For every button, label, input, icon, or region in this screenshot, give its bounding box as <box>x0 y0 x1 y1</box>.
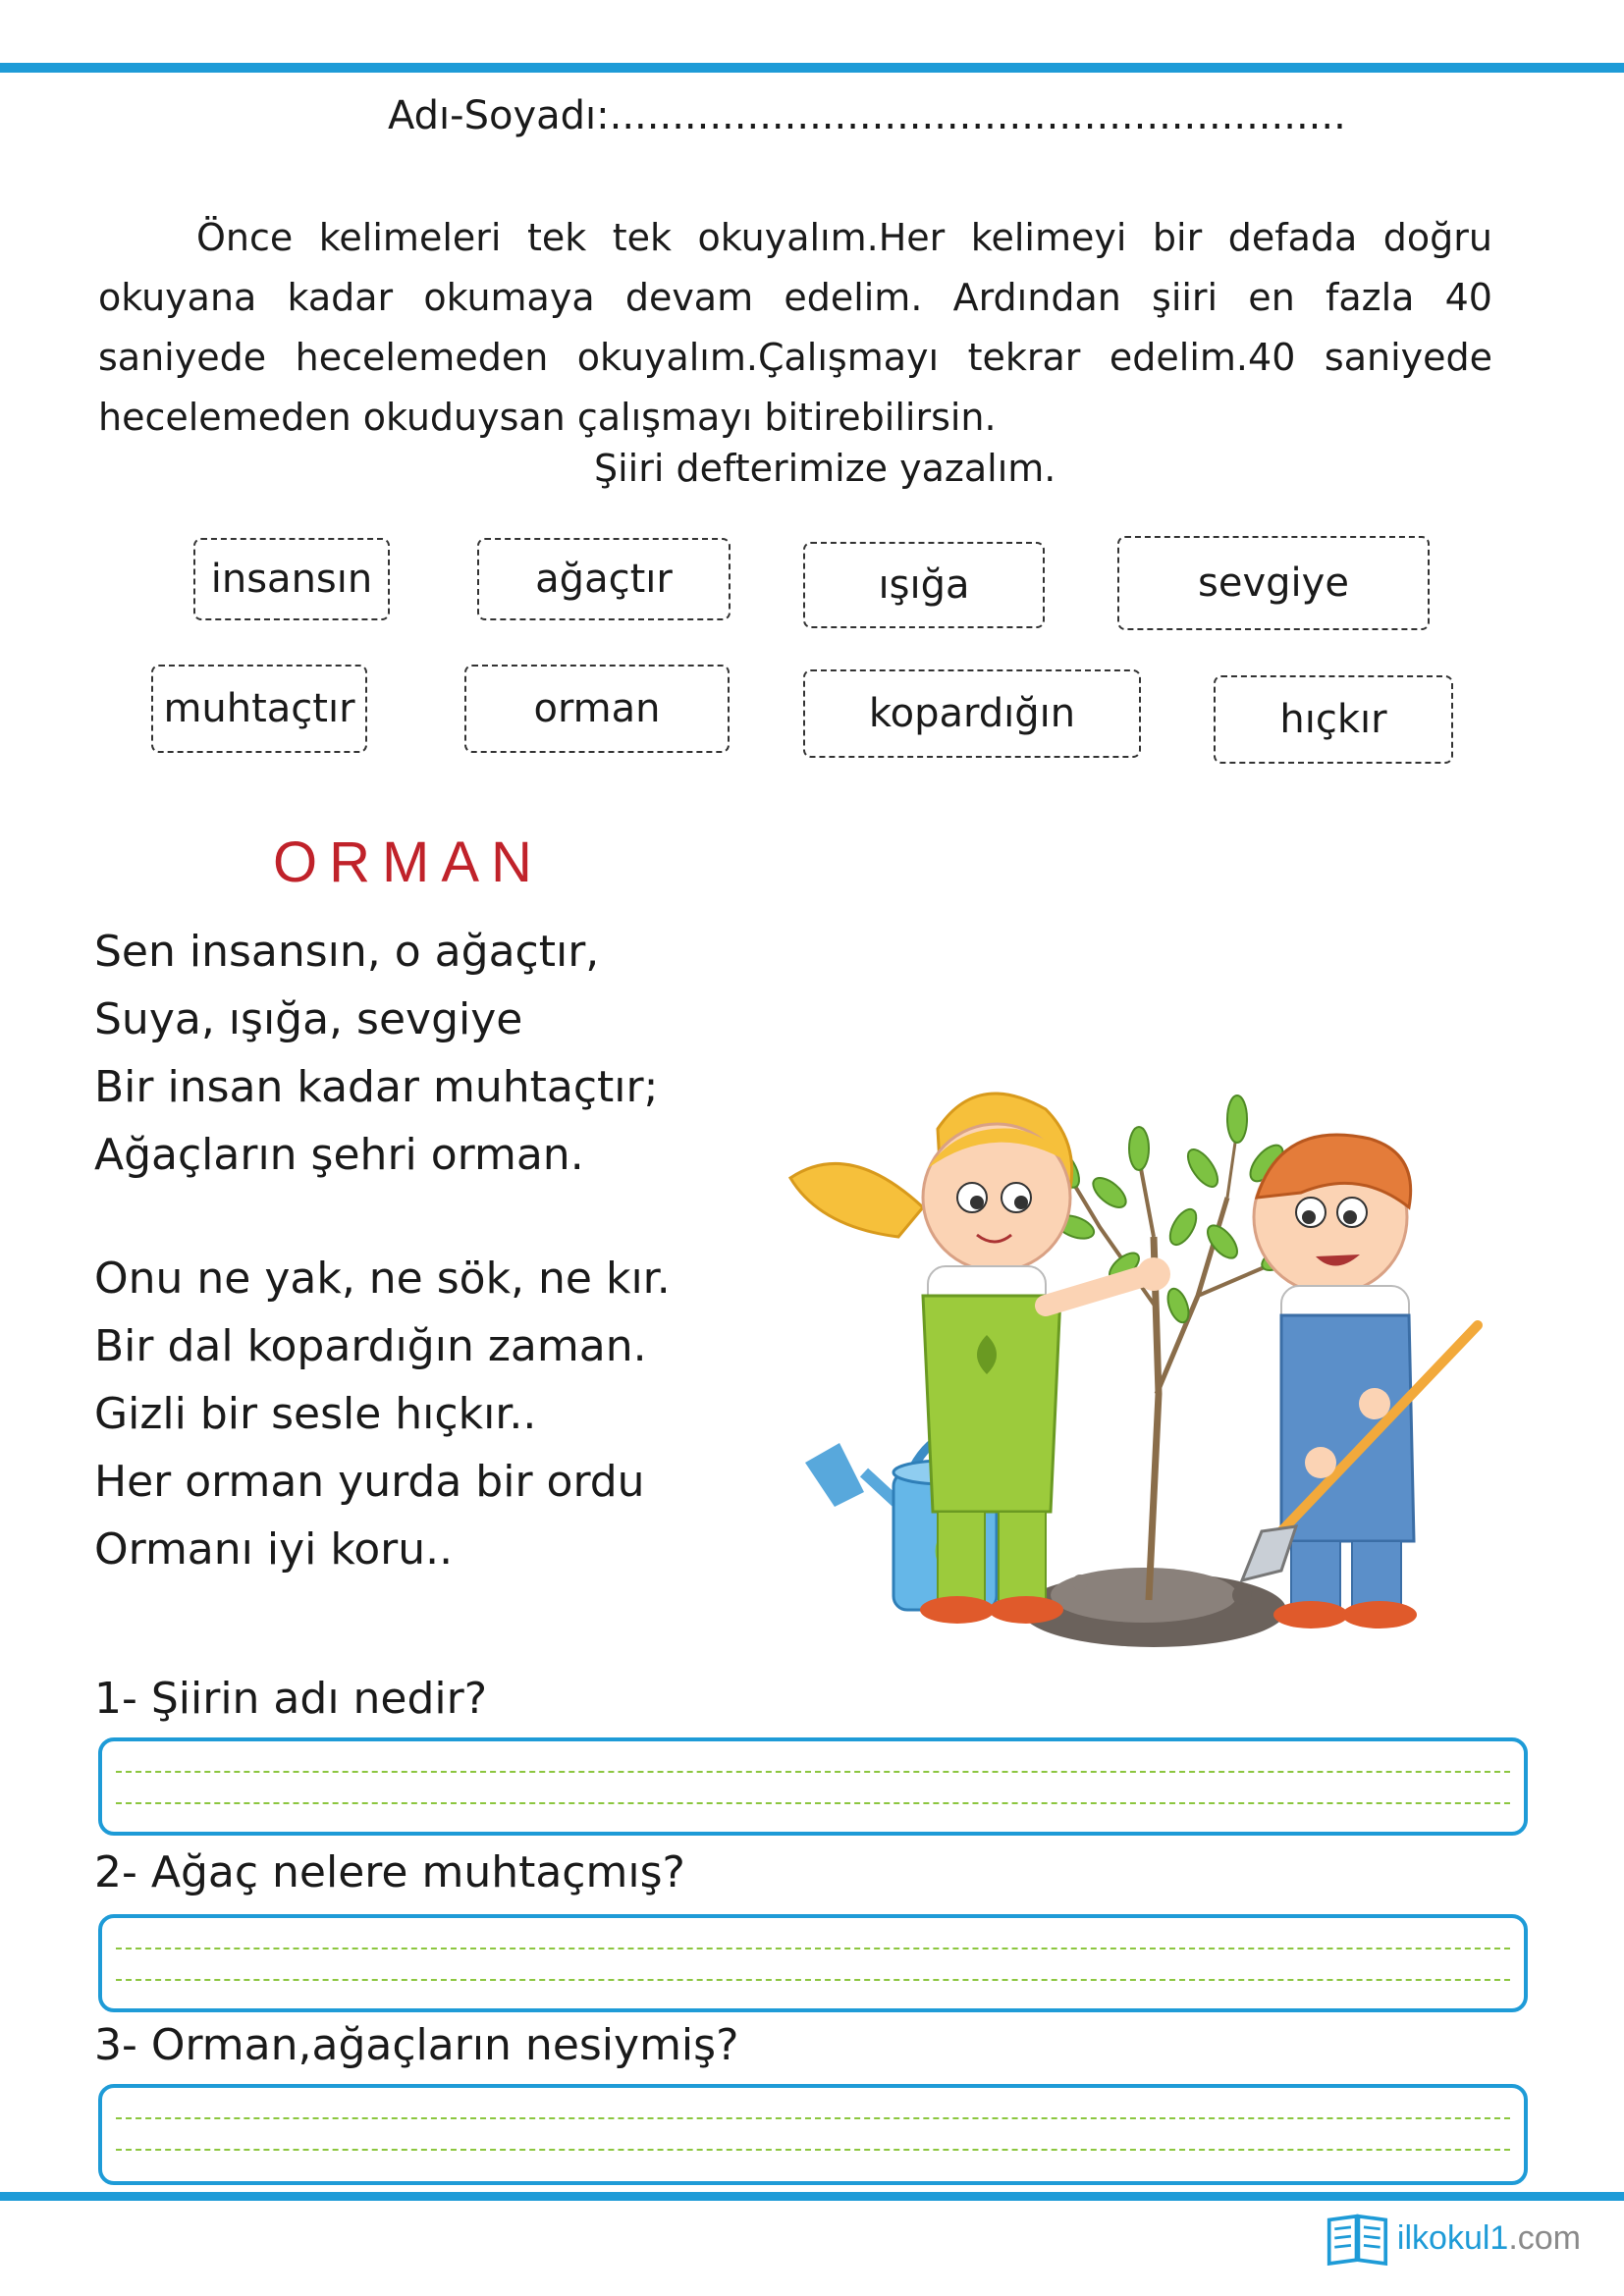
answer-line <box>116 2149 1510 2151</box>
logo-text <box>1397 2219 1581 2258</box>
poem-line: Gizli bir sesle hıçkır.. <box>94 1389 537 1439</box>
book-icon <box>1326 2211 1389 2266</box>
poem-line: Onu ne yak, ne sök, ne kır. <box>94 1254 671 1304</box>
bottom-rule <box>0 2192 1624 2201</box>
poem-line: Sen insansın, o ağaçtır, <box>94 927 600 977</box>
answer-line <box>116 1802 1510 1804</box>
answer-line <box>116 1979 1510 1981</box>
instructions-paragraph: Önce kelimeleri tek tek okuyalım.Her kelimeyi bir defada doğru okuyana kadar okumaya devam edelim. Ardından şiiri en fazla 40 saniyede hecelemeden okuyalım.Çalışmayı tekrar edelim.40 saniyede hecelemeden okuduysan çalışmayı bitirebilirsin. <box>98 216 1492 439</box>
girl-figure <box>790 1094 1170 1624</box>
question-1: 1- Şiirin adı nedir? <box>94 1674 488 1724</box>
site-logo <box>1326 2204 1581 2272</box>
answer-line <box>116 2117 1510 2119</box>
word-card: orman <box>464 665 730 753</box>
poem-stanza-2 <box>94 1245 671 1583</box>
poem-line: Bir dal kopardığın zaman. <box>94 1321 647 1371</box>
poem-line: Bir insan kadar muhtaçtır; <box>94 1062 659 1112</box>
answer-line <box>116 1948 1510 1949</box>
children-planting-tree-illustration <box>731 982 1517 1649</box>
word-card: hıçkır <box>1214 675 1453 764</box>
poem-line: Ormanı iyi koru.. <box>94 1524 454 1575</box>
answer-line <box>116 1771 1510 1773</box>
answer-field-1[interactable] <box>98 1737 1528 1836</box>
poem-title: ORMAN <box>273 830 544 894</box>
answer-field-2[interactable] <box>98 1914 1528 2012</box>
word-card: insansın <box>193 538 390 620</box>
word-card: ışığa <box>803 542 1045 628</box>
logo-text-suffix: .com <box>1508 2218 1581 2257</box>
poem-stanza-1 <box>94 918 658 1189</box>
word-card: ağaçtır <box>477 538 731 620</box>
instructions <box>98 208 1492 448</box>
top-rule <box>0 63 1624 73</box>
boy-figure <box>1242 1135 1478 1629</box>
poem-line: Her orman yurda bir ordu <box>94 1457 645 1507</box>
logo-text-main: ilkokul1 <box>1396 2218 1509 2257</box>
instructions-note: Şiiri defterimize yazalım. <box>594 447 1056 490</box>
word-card: kopardığın <box>803 669 1141 758</box>
poem-line: Ağaçların şehri orman. <box>94 1130 584 1180</box>
question-3: 3- Orman,ağaçların nesiymiş? <box>94 2020 739 2070</box>
answer-field-3[interactable] <box>98 2084 1528 2185</box>
poem-line: Suya, ışığa, sevgiye <box>94 994 523 1044</box>
word-card: muhtaçtır <box>151 665 367 753</box>
word-card: sevgiye <box>1117 536 1430 630</box>
name-field-label: Adı-Soyadı:........................................................... <box>388 93 1346 138</box>
question-2: 2- Ağaç nelere muhtaçmış? <box>94 1847 685 1897</box>
